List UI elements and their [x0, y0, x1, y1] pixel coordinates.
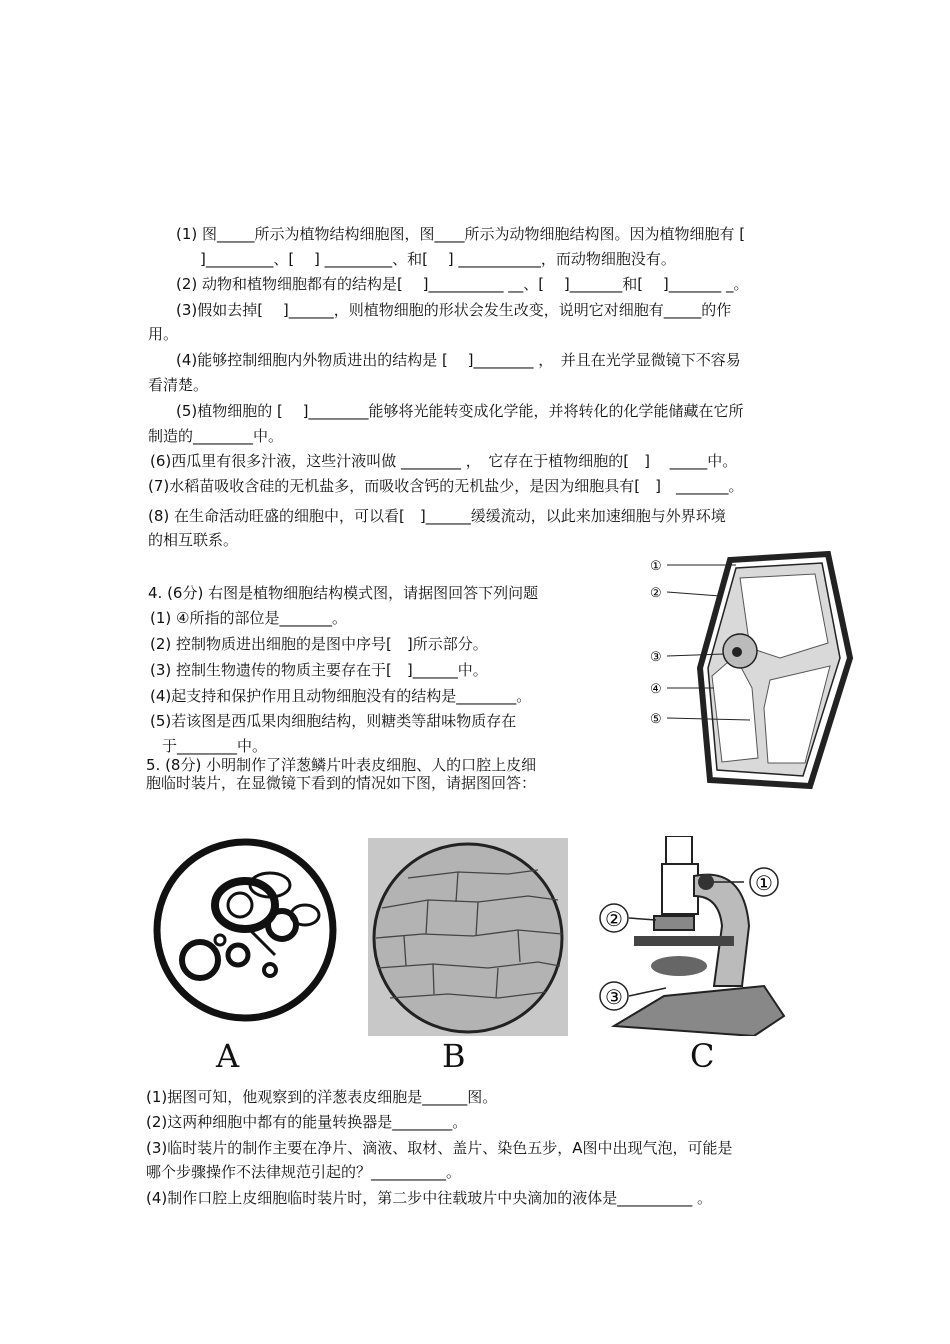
cell-label-5: ⑤ — [650, 712, 662, 727]
q3-line-9: 制造的________中。 — [148, 427, 284, 445]
q4-sub-6: 于________中。 — [162, 737, 268, 755]
q4-title: 4. (6分) 右图是植物细胞结构模式图，请据图回答下列问题 — [148, 584, 539, 602]
figure-b-onion-cells — [368, 838, 568, 1036]
q5-sub-4: 哪个步骤操作不法律规范引起的？__________。 — [146, 1163, 462, 1181]
q5-title: 5. (8分) 小明制作了洋葱鳞片叶表皮细胞、人的口腔上皮细 — [146, 756, 537, 774]
cell-label-2: ② — [650, 586, 662, 601]
plant-cell-diagram — [640, 548, 870, 793]
figure-b-caption: B — [442, 1037, 466, 1075]
q3-line-7: 看清楚。 — [148, 376, 209, 394]
q3-line-11: (7)水稻苗吸收含硅的无机盐多，而吸收含钙的无机盐少，是因为细胞具有[ ] _______。 — [148, 477, 744, 495]
q5-sub-5: (4)制作口腔上皮细胞临时装片时，第二步中往载玻片中央滴加的液体是__________ 。 — [146, 1189, 713, 1207]
q5-title-2: 胞临时装片，在显微镜下看到的情况如下图，请据图回答： — [146, 774, 537, 792]
scope-label-2: ② — [605, 907, 623, 931]
q3-line-12: (8) 在生命活动旺盛的细胞中，可以看[ ]______缓缓流动，以此来加速细胞与外界环境 — [148, 507, 726, 525]
scope-label-3: ③ — [605, 985, 623, 1009]
figure-c-caption: C — [690, 1037, 715, 1075]
q3-line-10: (6)西瓜里有很多汁液，这些汁液叫做 ________ ， 它存在于植物细胞的[ ] _____中。 — [150, 452, 738, 470]
figure-a-cheek-cells — [150, 830, 340, 1030]
q5-sub-3: (3)临时装片的制作主要在净片、滴液、取材、盖片、染色五步，A图中出现气泡，可能是 — [146, 1139, 733, 1157]
q3-line-8: (5)植物细胞的 [ ]________能够将光能转变成化学能，并将转化的化学能储藏在它所 — [176, 402, 744, 420]
q3-line-5: 用。 — [148, 325, 179, 343]
scope-label-1: ① — [755, 871, 773, 895]
q3-line-6: (4)能够控制细胞内外物质进出的结构是 [ ]________ ， 并且在光学显微镜下不容易 — [176, 351, 741, 369]
q4-sub-2: (2) 控制物质进出细胞的是图中序号[ ]所示部分。 — [150, 635, 488, 653]
figure-a-caption: A — [216, 1037, 240, 1075]
q4-sub-3: (3) 控制生物遗传的物质主要存在于[ ]______中。 — [150, 661, 488, 679]
cell-label-1: ① — [650, 559, 662, 574]
q4-sub-5: (5)若该图是西瓜果肉细胞结构，则糖类等甜味物质存在 — [150, 712, 517, 730]
cell-label-3: ③ — [650, 650, 662, 665]
q3-line-3: (2) 动物和植物细胞都有的结构是[ ]__________ __、[ ]_______和[ ]_______ _。 — [176, 275, 749, 293]
q5-sub-1: (1)据图可知，他观察到的洋葱表皮细胞是______图。 — [146, 1088, 498, 1106]
q3-line-1: (1) 图_____所示为植物结构细胞图，图____所示为动物细胞结构图。因为植物细胞有 [ — [176, 225, 746, 243]
q4-sub-4: (4)起支持和保护作用且动物细胞没有的结构是________。 — [150, 687, 532, 705]
cell-label-4: ④ — [650, 682, 662, 697]
q3-line-4: (3)假如去掉[ ]______，则植物细胞的形状会发生改变，说明它对细胞有_____的作 — [176, 301, 732, 319]
q3-line-2: ]_________、[ ] _________、和[ ] ___________，而动物细胞没有。 — [200, 250, 676, 268]
q3-line-13: 的相互联系。 — [148, 531, 239, 549]
q4-sub-1: (1) ④所指的部位是_______。 — [150, 609, 347, 627]
q5-sub-2: (2)这两种细胞中都有的能量转换器是________。 — [146, 1113, 468, 1131]
figure-c-microscope — [594, 836, 794, 1036]
